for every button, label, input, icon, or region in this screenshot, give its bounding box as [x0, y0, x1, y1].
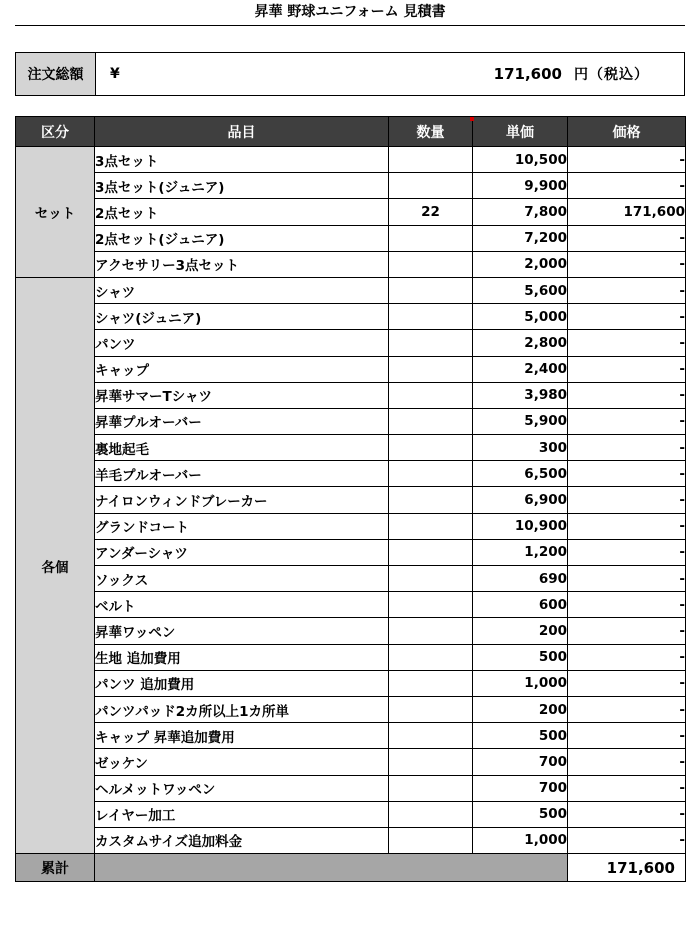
header-category: 区分 — [16, 117, 95, 147]
tax-included-unit: 円（税込） — [574, 67, 649, 83]
unit-price-cell: 6,900 — [473, 487, 568, 513]
summary-total[interactable]: 171,600 — [568, 854, 686, 882]
unit-price-cell: 5,900 — [473, 408, 568, 434]
unit-price-cell: 10,500 — [473, 147, 568, 173]
quantity-cell[interactable] — [389, 277, 473, 303]
item-name-cell: アクセサリー3点セット — [95, 251, 389, 277]
quantity-cell[interactable] — [389, 618, 473, 644]
table-row — [16, 251, 686, 277]
table-row — [16, 723, 686, 749]
item-name-cell: レイヤー加工 — [95, 801, 389, 827]
price-cell: - — [568, 147, 686, 173]
unit-price-cell: 5,600 — [473, 277, 568, 303]
quantity-cell[interactable] — [389, 225, 473, 251]
price-cell: - — [568, 330, 686, 356]
item-name-cell: シャツ — [95, 277, 389, 303]
table-row — [16, 827, 686, 853]
table-row — [16, 330, 686, 356]
quantity-cell[interactable] — [389, 827, 473, 853]
table-row — [16, 749, 686, 775]
price-cell: - — [568, 749, 686, 775]
order-total-amount[interactable]: 171,600 — [493, 65, 562, 83]
table-row — [16, 147, 686, 173]
price-cell: - — [568, 225, 686, 251]
price-cell: - — [568, 435, 686, 461]
quantity-cell[interactable] — [389, 670, 473, 696]
quantity-cell[interactable] — [389, 566, 473, 592]
unit-price-cell: 700 — [473, 775, 568, 801]
item-name-cell: 昇華サマーTシャツ — [95, 382, 389, 408]
price-cell: - — [568, 251, 686, 277]
unit-price-cell: 2,400 — [473, 356, 568, 382]
item-name-cell: ソックス — [95, 566, 389, 592]
item-name-cell: ヘルメットワッペン — [95, 775, 389, 801]
table-row — [16, 513, 686, 539]
table-row — [16, 801, 686, 827]
unit-price-cell: 1,000 — [473, 670, 568, 696]
quantity-cell[interactable] — [389, 330, 473, 356]
unit-price-cell: 9,900 — [473, 173, 568, 199]
price-cell: - — [568, 277, 686, 303]
header-price: 価格 — [568, 117, 686, 147]
quantity-cell[interactable] — [389, 723, 473, 749]
unit-price-cell: 1,200 — [473, 539, 568, 565]
quantity-cell[interactable] — [389, 356, 473, 382]
price-cell: - — [568, 513, 686, 539]
item-name-cell: 生地 追加費用 — [95, 644, 389, 670]
quantity-cell[interactable] — [389, 435, 473, 461]
item-name-cell: パンツ 追加費用 — [95, 670, 389, 696]
item-name-cell: シャツ(ジュニア) — [95, 304, 389, 330]
document-title: 昇華 野球ユニフォーム 見積書 — [15, 0, 685, 26]
item-name-cell: キャップ — [95, 356, 389, 382]
table-row — [16, 487, 686, 513]
unit-price-cell: 3,980 — [473, 382, 568, 408]
price-cell: - — [568, 801, 686, 827]
table-row — [16, 670, 686, 696]
table-row — [16, 461, 686, 487]
table-row — [16, 644, 686, 670]
price-cell: - — [568, 723, 686, 749]
category-cell: セット — [16, 147, 95, 278]
header-item: 品目 — [95, 117, 389, 147]
price-cell: - — [568, 382, 686, 408]
table-row — [16, 775, 686, 801]
item-name-cell: キャップ 昇華追加費用 — [95, 723, 389, 749]
table-row — [16, 173, 686, 199]
quantity-cell[interactable] — [389, 461, 473, 487]
unit-price-cell: 500 — [473, 644, 568, 670]
unit-price-cell: 2,000 — [473, 251, 568, 277]
summary-blank — [95, 854, 568, 882]
price-cell: - — [568, 696, 686, 722]
price-cell: - — [568, 461, 686, 487]
category-cell: 各個 — [16, 277, 95, 853]
unit-price-cell: 2,800 — [473, 330, 568, 356]
item-name-cell: グランドコート — [95, 513, 389, 539]
quantity-cell[interactable] — [389, 644, 473, 670]
quote-table — [15, 116, 686, 882]
price-cell: - — [568, 408, 686, 434]
summary-row — [16, 854, 686, 882]
unit-price-cell: 600 — [473, 592, 568, 618]
summary-label: 累計 — [16, 854, 95, 882]
quantity-cell[interactable] — [389, 304, 473, 330]
item-name-cell: 2点セット(ジュニア) — [95, 225, 389, 251]
unit-price-cell: 500 — [473, 723, 568, 749]
quantity-cell[interactable] — [389, 408, 473, 434]
unit-price-cell: 500 — [473, 801, 568, 827]
table-row — [16, 435, 686, 461]
price-cell: - — [568, 827, 686, 853]
table-row — [16, 408, 686, 434]
quantity-cell[interactable] — [389, 592, 473, 618]
unit-price-cell: 6,500 — [473, 461, 568, 487]
table-row — [16, 199, 686, 225]
table-row — [16, 566, 686, 592]
item-name-cell: ナイロンウィンドブレーカー — [95, 487, 389, 513]
price-cell: - — [568, 644, 686, 670]
order-total-box — [15, 52, 685, 96]
item-name-cell: ゼッケン — [95, 749, 389, 775]
table-row — [16, 592, 686, 618]
table-row — [16, 225, 686, 251]
table-header-row — [16, 117, 686, 147]
item-name-cell: 裏地起毛 — [95, 435, 389, 461]
comment-indicator-icon[interactable] — [470, 117, 474, 121]
unit-price-cell: 7,200 — [473, 225, 568, 251]
header-quantity — [389, 117, 473, 147]
price-cell: - — [568, 539, 686, 565]
quantity-cell[interactable] — [389, 696, 473, 722]
item-name-cell: アンダーシャツ — [95, 539, 389, 565]
unit-price-cell: 700 — [473, 749, 568, 775]
table-row — [16, 277, 686, 303]
table-row — [16, 539, 686, 565]
price-cell: - — [568, 775, 686, 801]
item-name-cell: ベルト — [95, 592, 389, 618]
unit-price-cell: 10,900 — [473, 513, 568, 539]
quantity-cell[interactable] — [389, 251, 473, 277]
item-name-cell: パンツパッド2カ所以上1カ所単 — [95, 696, 389, 722]
table-row — [16, 382, 686, 408]
item-name-cell: 3点セット — [95, 147, 389, 173]
price-cell: 171,600 — [568, 199, 686, 225]
quantity-cell[interactable] — [389, 539, 473, 565]
table-row — [16, 356, 686, 382]
item-name-cell: 3点セット(ジュニア) — [95, 173, 389, 199]
quantity-cell[interactable] — [389, 749, 473, 775]
unit-price-cell: 200 — [473, 618, 568, 644]
unit-price-cell: 7,800 — [473, 199, 568, 225]
item-name-cell: 昇華プルオーバー — [95, 408, 389, 434]
item-name-cell: 2点セット — [95, 199, 389, 225]
quantity-cell[interactable] — [389, 487, 473, 513]
item-name-cell: カスタムサイズ追加料金 — [95, 827, 389, 853]
table-row — [16, 304, 686, 330]
header-quantity-label: 数量 — [416, 124, 445, 141]
unit-price-cell: 200 — [473, 696, 568, 722]
header-unit-price: 単価 — [473, 117, 568, 147]
order-total-label: 注文総額 — [16, 53, 96, 95]
quote-table-body — [16, 147, 686, 854]
quantity-cell[interactable] — [389, 147, 473, 173]
price-cell: - — [568, 356, 686, 382]
item-name-cell: 羊毛プルオーバー — [95, 461, 389, 487]
unit-price-cell: 5,000 — [473, 304, 568, 330]
unit-price-cell: 690 — [473, 566, 568, 592]
price-cell: - — [568, 566, 686, 592]
price-cell: - — [568, 304, 686, 330]
quantity-cell[interactable] — [389, 382, 473, 408]
price-cell: - — [568, 618, 686, 644]
unit-price-cell: 1,000 — [473, 827, 568, 853]
price-cell: - — [568, 173, 686, 199]
item-name-cell: 昇華ワッペン — [95, 618, 389, 644]
unit-price-cell: 300 — [473, 435, 568, 461]
quantity-cell[interactable] — [389, 173, 473, 199]
price-cell: - — [568, 670, 686, 696]
quantity-cell[interactable] — [389, 513, 473, 539]
table-row — [16, 618, 686, 644]
price-cell: - — [568, 592, 686, 618]
table-row — [16, 696, 686, 722]
quantity-cell[interactable] — [389, 801, 473, 827]
currency-symbol: ¥ — [110, 66, 120, 82]
quantity-cell[interactable] — [389, 775, 473, 801]
item-name-cell: パンツ — [95, 330, 389, 356]
price-cell: - — [568, 487, 686, 513]
quantity-cell[interactable]: 22 — [389, 199, 473, 225]
